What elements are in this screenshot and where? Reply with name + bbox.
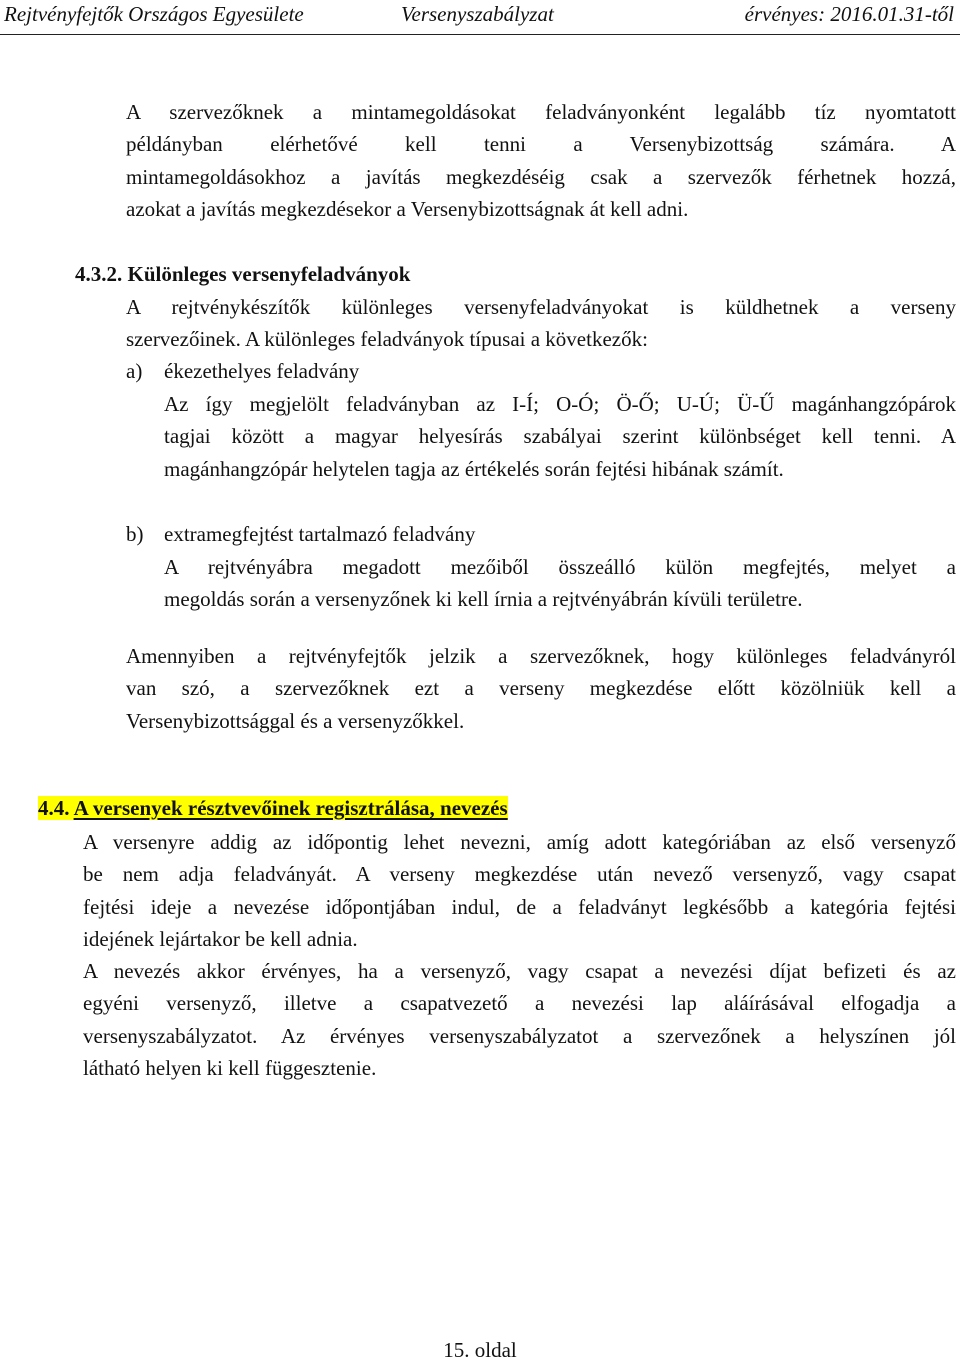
paragraph-line: A szervezőknek a mintamegoldásokat feladványonként legalább tíz nyomtatott [126,100,956,124]
paragraph-line: A rejtvénykészítők különleges versenyfeladványokat is küldhetnek a verseny [126,295,956,319]
header-validity: érvényes: 2016.01.31-től [744,2,954,26]
paragraph-line: magánhangzópár helytelen tagja az értékelés során fejtési hibának számít. [164,456,784,481]
list-item-label: b) [126,522,144,546]
section-4-3-2-intro [126,291,956,356]
list-item-a-body [164,388,956,485]
paragraph-line: Versenybizottsággal és a versenyzőkkel. [126,708,465,733]
paragraph-line: Az így megjelölt feladványban az I-Í; O-Ó; Ö-Ő; U-Ú; Ü-Ű magánhangzópárok [164,392,956,416]
list-item-b-body [164,551,956,616]
paragraph-line: A versenyre addig az időpontig lehet nevezni, amíg adott kategóriában az első versenyző [83,830,956,854]
section-4-3-2 [75,258,956,290]
paragraph-line: azokat a javítás megkezdésekor a Versenybizottságnak át kell adni. [126,197,689,222]
list-item-label: a) [126,359,143,383]
page-header [0,0,960,35]
list-item-title: extramegfejtést tartalmazó feladvány [164,522,476,546]
paragraph-line: szervezőinek. A különleges feladványok típusai a következők: [126,327,648,352]
paragraph-line: A nevezés akkor érvényes, ha a versenyző, vagy csapat a nevezési díjat befizeti és az [83,959,956,983]
paragraph-line: versenyszabályzatot. Az érvényes versenyszabályzatot a szervezőnek a helyszínen jól [83,1023,956,1048]
paragraph-line: fejtési ideje a nevezése időpontjában indul, de a feladványt legkésőbb a kategória fejtési [83,894,956,919]
section-4-4-paragraph-2 [83,955,956,1085]
amennyiben-paragraph [126,640,956,737]
list-item-title: ékezethelyes feladvány [164,359,360,383]
paragraph-line: idejének lejártakor be kell adnia. [83,927,358,952]
paragraph-line: látható helyen ki kell függesztenie. [83,1056,377,1081]
paragraph-line: van szó, a szervezőknek ezt a verseny megkezdése előtt közölniük kell a [126,676,956,701]
paragraph-line: tagjai között a magyar helyesírás szabályai szerint különbséget kell tenni. A [164,424,956,449]
header-organization: Rejtvényfejtők Országos Egyesülete [4,2,304,26]
paragraph-line: példányban elérhetővé kell tenni a Versenybizottság számára. A [126,132,956,157]
section-heading: 4.3.2. Különleges versenyfeladványok [75,262,411,286]
paragraph-line: megoldás során a versenyzőnek ki kell írnia a rejtvényábrán kívüli területre. [164,587,803,612]
list-item-b [126,518,956,550]
section-4-4-heading [38,796,508,821]
section-title: A versenyek résztvevőinek regisztrálása, nevezés [73,796,508,820]
paragraph-line: be nem adja feladványát. A verseny megkezdése után nevező versenyző, vagy csapat [83,862,956,887]
page-number: 15. oldal [443,1338,517,1362]
section-4-4-paragraph-1 [83,826,956,956]
paragraph-line: Amennyiben a rejtvényfejtők jelzik a szervezőknek, hogy különleges feladványról [126,644,956,668]
paragraph-line: egyéni versenyző, illetve a csapatvezető a nevezési lap aláírásával elfogadja a [83,991,956,1016]
highlighted-heading [38,796,508,820]
section-number: 4.4. [38,796,70,820]
list-item-a [126,355,956,387]
paragraph-line: A rejtvényábra megadott mezőiből összeálló külön megfejtés, melyet a [164,555,956,579]
paragraph-line: mintamegoldásokhoz a javítás megkezdéséig csak a szervezők férhetnek hozzá, [126,164,956,189]
header-document-title: Versenyszabályzat [401,2,554,26]
mintamegoldas-paragraph [126,96,956,226]
